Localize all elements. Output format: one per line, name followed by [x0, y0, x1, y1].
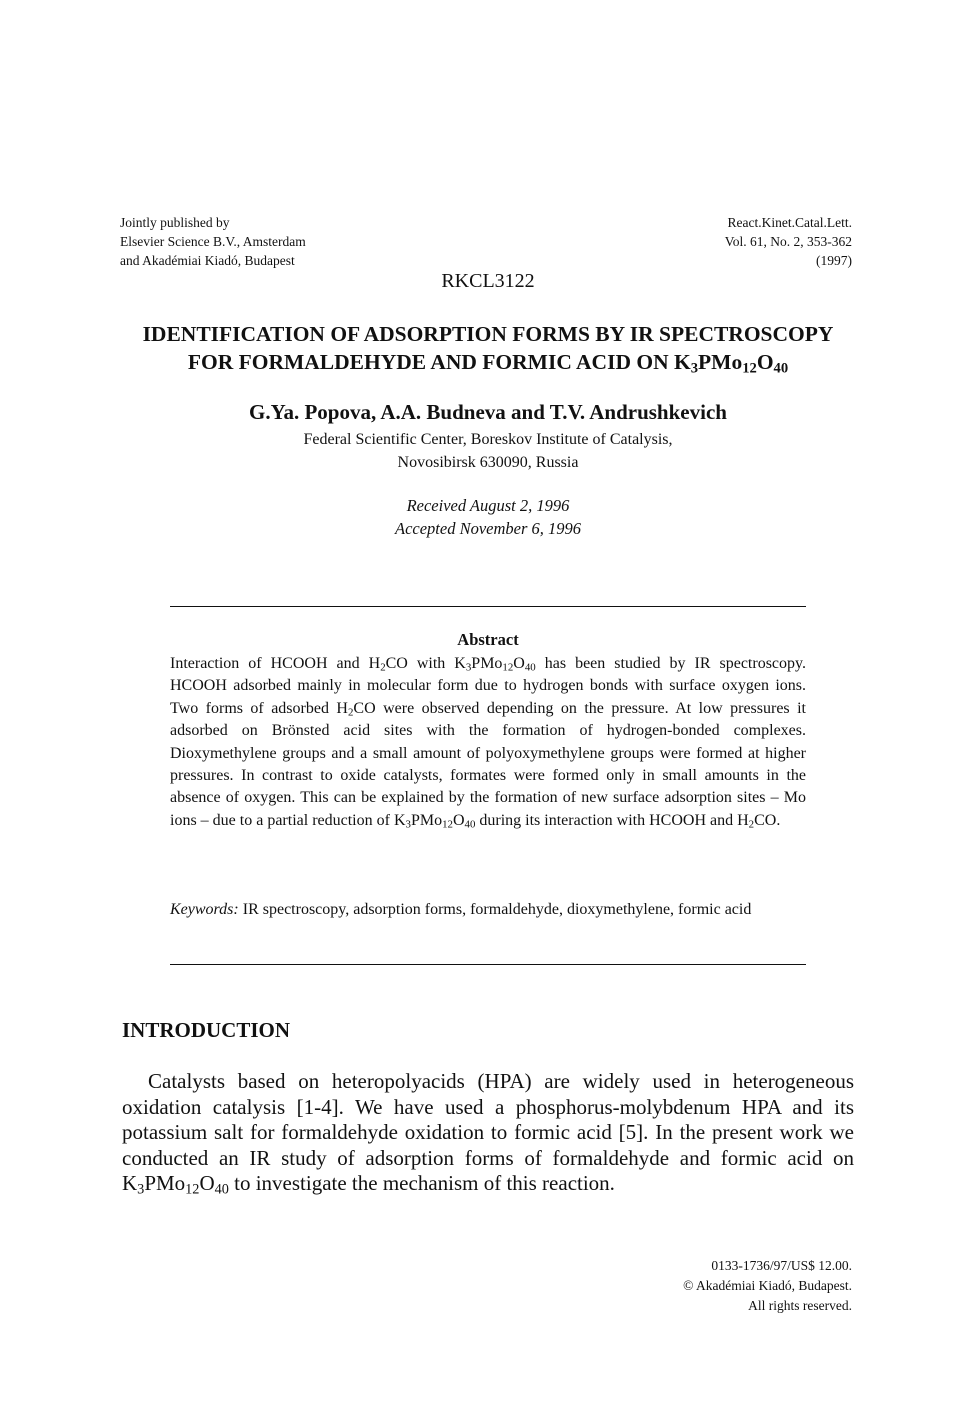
footer-line: © Akadémiai Kiadó, Budapest.	[683, 1278, 852, 1293]
keywords-label: Keywords:	[170, 901, 239, 918]
title-line-2: FOR FORMALDEHYDE AND FORMIC ACID ON $K_3PMo_{12}O_{40}$	[187, 350, 789, 377]
keywords	[170, 899, 806, 921]
article-code: RKCL3122	[441, 270, 535, 292]
divider-bottom	[170, 964, 806, 965]
journal-line: (1997)	[816, 253, 852, 268]
received-date: Received August 2, 1996	[406, 496, 570, 515]
affiliation	[0, 428, 976, 474]
affiliation-line: Federal Scientific Center, Boreskov Institute of Catalysis,	[303, 431, 673, 448]
footer-line: All rights reserved.	[748, 1298, 852, 1313]
abstract-heading: Abstract	[457, 630, 519, 649]
publisher-line: Jointly published by	[120, 215, 230, 230]
dates	[0, 494, 976, 540]
divider-top	[170, 606, 806, 607]
copyright-footer	[683, 1256, 852, 1316]
section-heading-introduction: INTRODUCTION	[122, 1018, 291, 1042]
authors: G.Ya. Popova, A.A. Budneva and T.V. Andrushkevich	[249, 400, 727, 424]
journal-citation	[725, 213, 852, 270]
journal-line: React.Kinet.Catal.Lett.	[727, 215, 852, 230]
title-line-1: IDENTIFICATION OF ADSORPTION FORMS BY IR SPECTROSCOPY	[142, 322, 834, 346]
accepted-date: Accepted November 6, 1996	[394, 519, 582, 538]
publisher-line: Elsevier Science B.V., Amsterdam	[120, 234, 306, 249]
abstract-text: Interaction of HCOOH and $H_2CO$ with $K_3PMo_{12}O_{40}$ has been studied by IR spectroscopy. HCOOH adsorbed mainly in molecular form due to hydrogen bonds with surface oxygen ions. Two forms of adsorbed $H_2CO$ were observed depending on the pressure. At low pressures it adsorbed on Brönsted acid sites with the formation of hydrogen-bonded complexes. Dioxymethylene groups and a small amount of polyoxymethylene groups were formed at higher pressures. In contrast to oxide catalysts, formates were formed only in small amounts in the absence of oxygen. This can be explained by the formation of new surface adsorption sites – Mo ions – due to a partial reduction of $K_3PMo_{12}O_{40}$ during its interaction with HCOOH and $H_2CO$.	[170, 655, 806, 831]
footer-line: 0133-1736/97/US$ 12.00.	[711, 1258, 852, 1273]
affiliation-line: Novosibirsk 630090, Russia	[397, 454, 579, 471]
journal-line: Vol. 61, No. 2, 353-362	[724, 234, 852, 249]
paper-title	[90, 320, 886, 376]
publisher-info	[120, 213, 306, 270]
introduction-paragraph: Catalysts based on heteropolyacids (HPA) are widely used in heterogeneous oxidation catalysis [1-4]. We have used a phosphorus-molybdenum HPA and its potassium salt for formaldehyde oxidation to formic acid [5]. In the present work we conducted an IR study of adsorption forms of formaldehyde and formic acid on $K_3PMo_{12}O_{40}$ to investigate the mechanism of this reaction.	[122, 1069, 854, 1198]
publisher-line: and Akadémiai Kiadó, Budapest	[120, 253, 295, 268]
keywords-text: IR spectroscopy, adsorption forms, formaldehyde, dioxymethylene, formic acid	[238, 901, 752, 918]
